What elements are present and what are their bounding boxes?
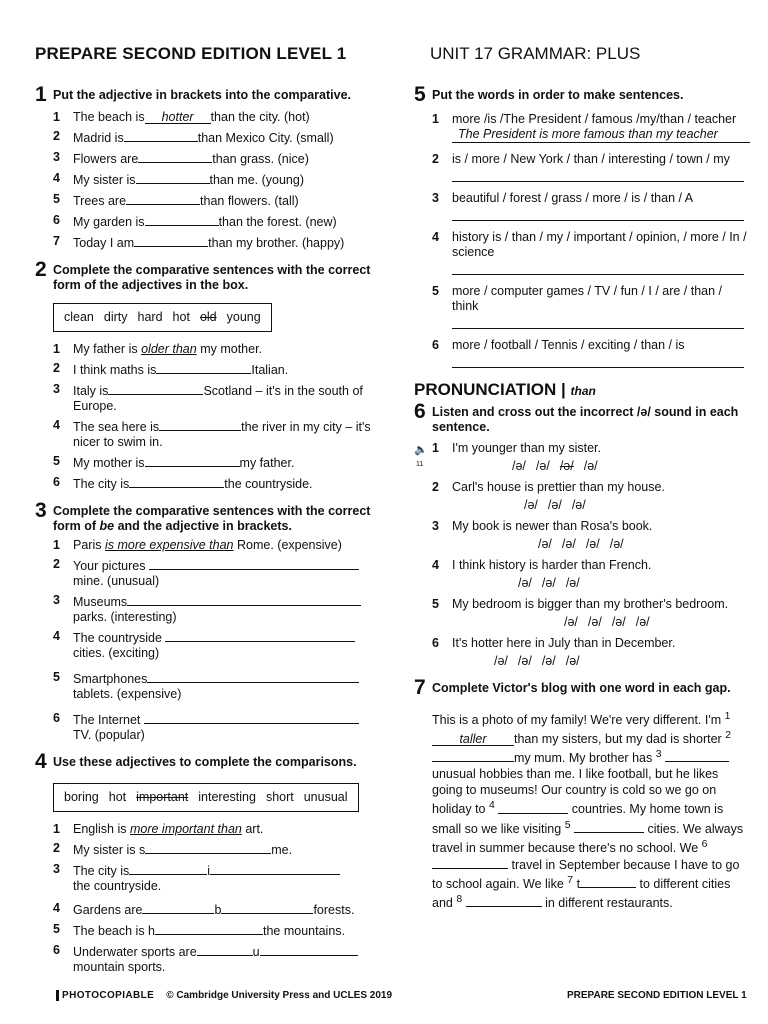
answer-blank[interactable] [155,922,263,935]
list-item: 1 I'm younger than my sister. [432,441,601,455]
list-item: 3 The city is i the countryside. [53,862,375,894]
word-box-item: interesting [198,790,256,804]
list-item: 6 The city is the countryside. [53,475,313,491]
list-item: 4 Gardens are b forests. [53,901,355,917]
exercise-6-heading [414,401,750,435]
sound-options: /ə/ /ə/ /ə/ /ə/ [564,615,650,629]
sound-options: /ə/ /ə/ /ə/ /ə/ [538,537,624,551]
list-item: 6 more / football / Tennis / exciting / than / is [432,338,750,368]
exercise-3-items [35,538,375,743]
list-item: 4 My sister is than me. (young) [53,171,304,187]
word-box-item-crossed: important [136,790,189,804]
exercise-instructions: Put the adjective in brackets into the comparative. [53,88,352,102]
list-item: 1 My father is older than my mother. [53,342,263,356]
copyright: © Cambridge University Press and UCLES 2019 [166,990,393,1001]
answer-blank[interactable] [665,749,729,762]
exercise-number: 7 [414,676,426,699]
left-column [35,84,375,975]
word-box-item: hot [172,310,190,324]
answer-line[interactable] [452,353,744,368]
list-item: 3 My book is newer than Rosa's book. [432,519,653,533]
sound-options: /ə/ /ə/ /ə/ [524,498,586,512]
word-box-item: clean [64,310,94,324]
list-item: 5 Trees are than flowers. (tall) [53,192,299,208]
sound-options: /ə/ /ə/ /ə/ /ə/ [512,459,598,473]
exercise-instructions: Use these adjectives to complete the comparisons. [53,755,357,769]
list-item: 2 Carl's house is prettier than my house. [432,480,665,494]
list-item: 6 Underwater sports are u mountain sports. [53,943,375,975]
answer-blank[interactable] [126,192,200,205]
answer-blank[interactable] [156,361,251,374]
list-item: 1 more /is /The President / famous /my/than / teacher The President is more famous than my teacher [432,112,750,143]
answer-blank[interactable] [108,382,203,395]
footer-right: PREPARE SECOND EDITION LEVEL 1 [567,990,747,1001]
exercise-instructions: Complete the comparative sentences with the correct form of the adjectives in the box. [53,263,371,292]
list-item: 4 The countryside cities. (exciting) [53,629,375,661]
sound-options: /ə/ /ə/ /ə/ /ə/ [494,654,580,668]
sound-options: /ə/ /ə/ /ə/ [518,576,580,590]
list-item: 3 beautiful / forest / grass / more / is / than / A [432,191,750,221]
list-item: 2 is / more / New York / than / interesting / town / my [432,152,750,182]
list-item: 5 Smartphones tablets. (expensive) [53,670,375,702]
answer-blank[interactable] [145,841,271,854]
exercise-number: 1 [35,83,47,106]
pronunciation-heading: PRONUNCIATION | than [414,380,596,399]
answer-blank[interactable] [498,801,568,814]
example-answer: is more expensive than [104,538,234,552]
list-item: 1 English is more important than art. [53,822,264,836]
answer-blank[interactable]: hotter [145,111,211,124]
exercise-1-items [35,110,375,251]
exercise-6-items [414,441,750,669]
answer-blank[interactable] [165,629,355,642]
exercise-instructions: Complete Victor's blog with one word in each gap. [432,681,731,695]
word-box-item: short [265,790,294,804]
example-answer: more important than [129,822,242,836]
list-item: 6 The Internet TV. (popular) [53,711,375,743]
exercise-7-heading [414,677,750,699]
exercise-number: 3 [35,499,47,522]
list-item: 5 My bedroom is bigger than my brother's bedroom. [432,597,729,611]
list-item: 7 Today I am than my brother. (happy) [53,234,345,250]
answer-blank[interactable] [145,213,219,226]
list-item: 4 The sea here is the river in my city – it's nicer to swim in. [53,418,371,449]
example-answer: older than [141,342,197,356]
word-box-item: unusual [303,790,348,804]
answer-line[interactable] [452,167,744,182]
word-box-item: young [226,310,261,324]
answer-line[interactable] [452,206,744,221]
word-box-item: boring [64,790,99,804]
exercise-instructions: Put the words in order to make sentences. [432,88,684,102]
list-item: 6 My garden is than the forest. (new) [53,213,337,229]
word-box [53,783,359,812]
exercise-3-heading [35,500,375,534]
list-item: 2 I think maths is Italian. [53,361,289,377]
footer-left [56,990,392,1001]
answer-blank[interactable] [260,943,358,956]
exercise-instructions: Complete the comparative sentences with the correct form of be and the adjective in brackets. [53,504,371,533]
word-box-item-crossed: old [199,310,217,324]
list-item: 5 The beach is h the mountains. [53,922,345,938]
word-box-item: hard [137,310,163,324]
answer-blank[interactable] [149,557,359,570]
crossed-sound: /ə/ [559,459,574,473]
list-item: 5 My mother is my father. [53,454,295,470]
answer-blank[interactable] [124,129,198,142]
exercise-5-heading [414,84,750,106]
list-item: 4 I think history is harder than French. [432,558,652,572]
exercise-4-heading [35,751,375,773]
example-answer: The President is more famous than my teacher [452,127,750,143]
list-item: 4 history is / than / my / important / opinion, / more / In / science [432,230,750,275]
exercise-2-items [35,342,375,492]
exercise-1-heading [35,84,375,106]
list-item: 2 Madrid is than Mexico City. (small) [53,129,334,145]
list-item: 3 Flowers are than grass. (nice) [53,150,309,166]
answer-line[interactable] [452,314,744,329]
answer-blank[interactable] [138,150,212,163]
answer-blank[interactable] [432,749,514,762]
list-item: 1 Paris is more expensive than Rome. (expensive) [53,538,342,552]
photocopiable-badge: PHOTOCOPIABLE [56,990,154,1001]
list-item: 5 more / computer games / TV / fun / I / are / than / think [432,284,750,329]
answer-line[interactable] [452,260,744,275]
answer-blank[interactable] [145,454,240,467]
answer-blank[interactable]: taller [432,733,514,746]
audio-icon[interactable]: 🔈 11 [414,444,428,468]
answer-blank[interactable] [136,171,210,184]
list-item: 3 Museums parks. (interesting) [53,593,375,625]
list-item: 3 Italy is Scotland – it's in the south of Europe. [53,382,363,413]
answer-blank[interactable] [159,418,241,431]
answer-blank[interactable] [147,670,359,683]
answer-blank[interactable] [432,856,508,869]
exercise-5-items [414,112,750,368]
answer-blank[interactable] [221,901,313,914]
word-box [53,303,272,332]
answer-blank[interactable] [127,593,361,606]
exercise-number: 4 [35,750,47,773]
list-item: 2 Your pictures mine. (unusual) [53,557,375,589]
answer-blank[interactable] [129,475,224,488]
word-box-item: hot [108,790,127,804]
exercise-2-heading [35,259,375,293]
exercise-4-items [35,822,375,975]
unit-title: UNIT 17 GRAMMAR: PLUS [430,44,641,63]
word-box-item: dirty [103,310,128,324]
blog-text: This is a photo of my family! We're very different. I'm $^1$taller than my sisters, but my dad is shorter $^2$my mum. My brother has $^3$ unusual hobbies than me. I like football, but he likes going to museums! Our country is cold so we go on holiday to $^4$ countries. My home town is small so we like visiting $^5$ cities. We always travel in summer because there's no school. We $^6$ travel in September because I have to go to school again. We like $^7$ t to different cities and $^8$ in different restaurants. [432,711,744,911]
answer-blank[interactable] [134,234,208,247]
exercise-number: 2 [35,258,47,281]
list-item: 6 It's hotter here in July than in December. [432,636,676,650]
answer-blank[interactable] [197,943,253,956]
answer-blank[interactable] [210,862,340,875]
exercise-number: 6 [414,400,426,423]
answer-blank[interactable] [144,711,359,724]
list-item: 2 My sister is s me. [53,841,293,857]
header-title: PREPARE SECOND EDITION LEVEL 1 [35,44,347,63]
answer-blank[interactable] [142,901,214,914]
answer-blank[interactable] [129,862,207,875]
right-column [414,84,750,911]
list-item: 1 The beach is hotter than the city. (hot) [53,110,310,124]
answer-blank[interactable] [580,875,636,888]
answer-blank[interactable] [574,820,644,833]
answer-blank[interactable] [466,894,542,907]
exercise-number: 5 [414,83,426,106]
exercise-instructions: Listen and cross out the incorrect /ə/ sound in each sentence. [432,405,739,434]
